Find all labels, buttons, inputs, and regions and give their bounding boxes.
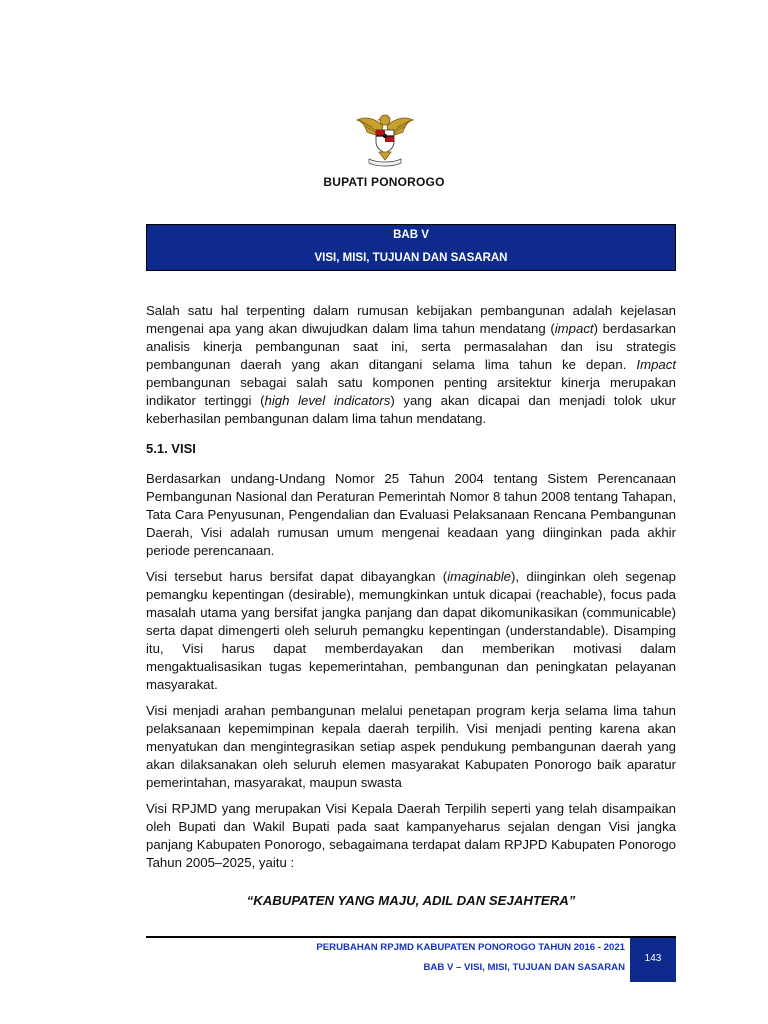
- chapter-header: [146, 224, 676, 271]
- chapter-number: BAB V: [393, 229, 429, 241]
- body-text: [146, 302, 676, 910]
- page-number-box: [630, 938, 676, 982]
- vision-motto: “KABUPATEN YANG MAJU, ADIL DAN SEJAHTERA”: [246, 893, 576, 908]
- visi-paragraph-3: Visi menjadi arahan pembangunan melalui penetapan program kerja selama lima tahun pelaksanaan kepemimpinan kepala daerah terpilih. Visi menjadi penting karena akan menyatukan dan mengintegrasikan setiap aspek pendukung pembangunan daerah yang akan dilaksanakan oleh seluruh elemen masyarakat Kabupaten Ponorogo baik aparatur pemerintahan, masyarakat, maupun swasta: [146, 703, 676, 790]
- visi-paragraph-4: Visi RPJMD yang merupakan Visi Kepala Daerah Terpilih seperti yang telah disampaikan oleh Bupati dan Wakil Bupati pada saat kampanyeharus sejalan dengan Visi jangka panjang Kabupaten Ponorogo, sebagaimana terdapat dalam RPJPD Kabupaten Ponorogo Tahun 2005–2025, yaitu :: [146, 801, 676, 870]
- visi-paragraph-2: Visi tersebut harus bersifat dapat dibayangkan (imaginable), diinginkan oleh segenap pemangku kepentingan (desirable), memungkinkan untuk dicapai (reachable), focus pada masalah utama yang bersifat jangka panjang dan dapat dikomunikasikan (communicable) serta dapat dimengerti oleh seluruh pemangku kepentingan (understandable). Disamping itu, Visi harus dapat memberdayakan dan memberikan motivasi dalam mengaktualisasikan tugas kepemerintahan, pembangunan dan peningkatan pelayanan masyarakat.: [146, 569, 676, 692]
- page-number: 143: [644, 953, 662, 964]
- chapter-title: VISI, MISI, TUJUAN DAN SASARAN: [314, 252, 508, 264]
- footer-chapter-title: BAB V – VISI, MISI, TUJUAN DAN SASARAN: [423, 962, 625, 973]
- visi-paragraph-1: Berdasarkan undang-Undang Nomor 25 Tahun 2004 tentang Sistem Perencanaan Pembangunan Nasional dan Peraturan Pemerintah Nomor 8 tahun 2008 tentang Tahapan, Tata Cara Penyusunan, Pengendalian dan Evaluasi Pelaksanaan Rencana Pembangunan Daerah, Visi adalah rumusan umum mengenai keadaan yang diinginkan pada akhir periode perencanaan.: [146, 471, 676, 558]
- garuda-emblem-icon: [355, 108, 415, 168]
- section-heading: 5.1. VISI: [146, 441, 196, 456]
- intro-paragraph: Salah satu hal terpenting dalam rumusan kebijakan pembangunan adalah kejelasan mengenai apa yang akan diwujudkan dalam lima tahun mendatang (impact) berdasarkan analisis kinerja pembangunan saat ini, serta permasalahan dan isu strategis pembangunan daerah yang akan ditangani selama lima tahun ke depan. Impact pembangunan sebagai salah satu komponen penting arsitektur kinerja merupakan indikator tertinggi (high level indicators) yang akan dicapai dan menjadi tolok ukur keberhasilan pembangunan dalam lima tahun mendatang.: [146, 303, 677, 426]
- footer-divider: [146, 936, 676, 938]
- footer-document-title: PERUBAHAN RPJMD KABUPATEN PONOROGO TAHUN 2016 - 2021: [316, 942, 625, 953]
- issuer-title: BUPATI PONOROGO: [323, 175, 445, 189]
